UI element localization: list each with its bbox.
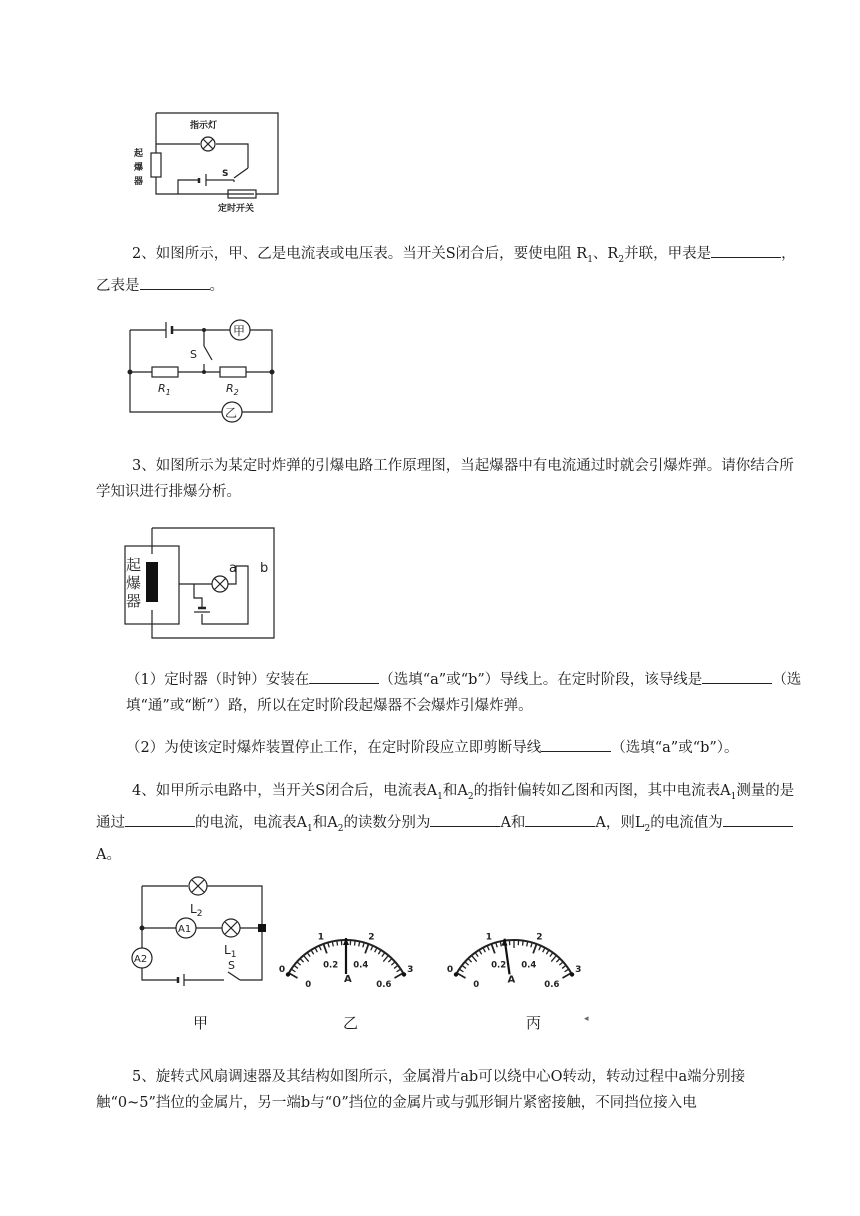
ammeter-dial-bing bbox=[446, 906, 596, 990]
dial-tick bbox=[468, 959, 471, 963]
dial-tick bbox=[472, 955, 477, 961]
ammeter-dial-yi bbox=[278, 906, 428, 990]
meter-yi-label: 乙 bbox=[225, 406, 238, 420]
dial-tick bbox=[465, 962, 469, 965]
dial-tick bbox=[337, 941, 338, 946]
dial-tick bbox=[391, 962, 395, 965]
dial-tick bbox=[388, 959, 391, 963]
dial-label-bottom: 0.2 bbox=[491, 960, 507, 971]
question-2-text: 2、如图所示，甲、乙是电流表或电压表。当开关S闭合后，要使电阻 $R_1$、$R_2$并联，甲表是 ，乙表是 。 bbox=[96, 241, 806, 299]
lamp-l2-label: $L_2$ bbox=[190, 902, 203, 919]
detonator-char: 爆 bbox=[126, 574, 142, 592]
detonator-char: 起 bbox=[126, 556, 142, 574]
dial-label-top: 3 bbox=[407, 965, 414, 975]
dial-label-bottom: 0 bbox=[305, 980, 312, 990]
dial-label-bottom: 0.6 bbox=[544, 980, 560, 990]
dial-tick bbox=[394, 965, 398, 968]
dial-tick bbox=[462, 965, 466, 968]
dial-tick bbox=[496, 943, 497, 948]
wire-b-label: b bbox=[260, 561, 269, 576]
lamp-l1-label: $L_1$ bbox=[224, 943, 237, 960]
figure-parallel-resistors bbox=[122, 316, 282, 428]
dial-tick bbox=[475, 953, 478, 957]
dial-tick bbox=[479, 950, 482, 954]
dial-tick bbox=[300, 959, 303, 963]
detonator-char: 爆 bbox=[134, 163, 144, 173]
dial-tick bbox=[487, 946, 489, 951]
dial-tick bbox=[304, 955, 309, 961]
figure-indicator-circuit bbox=[130, 108, 290, 220]
dial-tick bbox=[378, 950, 381, 954]
answer-blank[interactable] bbox=[541, 737, 611, 752]
switch-s-label: S bbox=[190, 348, 197, 361]
dial-tick bbox=[307, 953, 310, 957]
caption-jia: 甲 bbox=[193, 1014, 209, 1032]
dial-tick bbox=[323, 944, 326, 953]
answer-blank[interactable] bbox=[702, 669, 772, 684]
dial-label-top: 1 bbox=[485, 932, 492, 943]
dial-terminal bbox=[454, 972, 458, 976]
answer-blank[interactable] bbox=[711, 243, 781, 258]
caption-bing: 丙 bbox=[526, 1014, 542, 1032]
dial-tick bbox=[394, 973, 403, 978]
dial-label-bottom: 0 bbox=[473, 980, 480, 990]
dial-tick bbox=[375, 948, 377, 952]
switch-s-label: S bbox=[228, 959, 235, 972]
question-3-part-1: （1）定时器（时钟）安装在 （选填“a”或“b”）导线上。在定时阶段，该导线是 （选填“通”或“断”）路，所以在定时阶段起爆器不会爆炸引爆炸弹。 bbox=[126, 667, 806, 719]
dial-tick bbox=[551, 955, 556, 961]
dial-tick bbox=[539, 946, 541, 951]
wire-a-label: a bbox=[229, 561, 237, 576]
dial-label-top: 1 bbox=[317, 932, 324, 943]
question-3-text: 3、如图所示为某定时炸弹的引爆电路工作原理图，当起爆器中有电流通过时就会引爆炸弹。请你结合所学知识进行排爆分析。 bbox=[96, 458, 794, 500]
dial-needle-label: A bbox=[507, 974, 516, 986]
lamp-label: 指示灯 bbox=[190, 121, 218, 131]
stray-mark: ◂ bbox=[584, 1014, 589, 1024]
dial-label-top: 3 bbox=[575, 965, 582, 975]
dial-terminal bbox=[570, 972, 574, 976]
dial-tick bbox=[319, 946, 321, 951]
r1-label: $R_1$ bbox=[158, 382, 171, 397]
dial-tick bbox=[459, 969, 463, 972]
question-3-part-2: （2）为使该定时爆炸装置停止工作，在定时阶段应立即剪断导线 （选填“a”或“b”）。 bbox=[126, 735, 806, 761]
dial-label-bottom: 0.4 bbox=[353, 960, 369, 971]
timer-switch-label: 定时开关 bbox=[218, 204, 255, 214]
detonator-char: 器 bbox=[126, 592, 142, 610]
dial-tick bbox=[289, 973, 298, 978]
r2-label: $R_2$ bbox=[226, 382, 239, 397]
dial-tick bbox=[533, 944, 536, 953]
dial-label-top: 2 bbox=[536, 932, 543, 943]
dial-label-bottom: 0.6 bbox=[376, 980, 392, 990]
dial-tick bbox=[522, 941, 523, 946]
question-4-text: 4、如甲所示电路中，当开关S闭合后，电流表$A_1$和$A_2$的指针偏转如乙图和丙图，其中电流表$A_1$测量的是通过 的电流，电流表$A_1$和$A_2$的读数分别为 A和 A，则$L_2$的电流值为A。 bbox=[96, 783, 795, 863]
figure-ammeter-circuit bbox=[128, 876, 278, 992]
dial-tick bbox=[546, 950, 549, 954]
dial-label-top: 0 bbox=[278, 965, 286, 975]
dial-tick bbox=[491, 944, 494, 953]
dial-tick bbox=[543, 948, 545, 952]
dial-label-top: 0 bbox=[446, 965, 454, 975]
answer-blank[interactable] bbox=[125, 812, 195, 827]
question-5-text: 5、旋转式风扇调速器及其结构如图所示，金属滑片ab可以绕中心O转动，转动过程中a端分别接触“0~5”挡位的金属片，另一端b与“0”挡位的金属片或与弧形铜片紧密接触，不同挡位接入电 bbox=[96, 1069, 746, 1111]
dial-tick bbox=[383, 955, 388, 961]
caption-yi: 乙 bbox=[343, 1014, 359, 1032]
dial-tick bbox=[311, 950, 314, 954]
dial-tick bbox=[483, 948, 485, 952]
dial-tick bbox=[397, 969, 401, 972]
dial-tick bbox=[363, 943, 364, 948]
dial-tick bbox=[382, 953, 385, 957]
dial-label-bottom: 0.4 bbox=[521, 960, 537, 971]
ammeter-a2-label: A2 bbox=[134, 954, 148, 965]
figure-detonator-circuit bbox=[122, 526, 282, 642]
answer-blank[interactable] bbox=[309, 669, 379, 684]
dial-tick bbox=[556, 959, 559, 963]
dial-tick bbox=[354, 941, 355, 946]
dial-tick bbox=[365, 944, 368, 953]
dial-tick bbox=[315, 948, 317, 952]
dial-label-bottom: 0.2 bbox=[323, 960, 339, 971]
dial-tick bbox=[371, 946, 373, 951]
dial-terminal bbox=[286, 972, 290, 976]
detonator-char: 器 bbox=[134, 177, 144, 187]
dial-tick bbox=[531, 943, 532, 948]
answer-blank[interactable] bbox=[140, 275, 210, 290]
dial-terminal bbox=[402, 972, 406, 976]
dial-tick bbox=[457, 973, 466, 978]
meter-jia-label: 甲 bbox=[233, 324, 246, 338]
detonator-char: 起 bbox=[134, 149, 144, 159]
dial-tick bbox=[562, 965, 566, 968]
dial-tick bbox=[328, 943, 329, 948]
dial-tick bbox=[294, 965, 298, 968]
dial-label-top: 2 bbox=[368, 932, 375, 943]
switch-label: S bbox=[222, 169, 229, 179]
answer-blank[interactable] bbox=[430, 812, 500, 827]
dial-tick bbox=[562, 973, 571, 978]
dial-tick bbox=[291, 969, 295, 972]
dial-tick bbox=[565, 969, 569, 972]
dial-needle-label: A bbox=[344, 974, 352, 985]
ammeter-a1-label: A1 bbox=[178, 924, 192, 935]
answer-blank[interactable] bbox=[525, 812, 595, 827]
dial-tick bbox=[550, 953, 553, 957]
dial-tick bbox=[297, 962, 301, 965]
answer-blank[interactable] bbox=[723, 812, 793, 827]
dial-tick bbox=[559, 962, 563, 965]
